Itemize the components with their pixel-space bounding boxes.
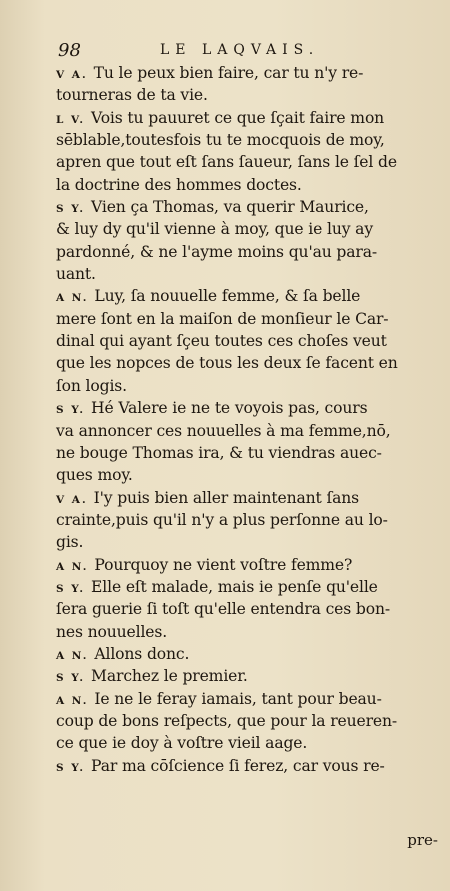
- text-line: [56, 554, 442, 576]
- speaker-label: A N.: [56, 560, 89, 573]
- text-line: [56, 442, 442, 464]
- line-text: ſera guerie ſi toſt qu'elle entendra ces bon-: [56, 600, 391, 619]
- line-text: Marchez le premier.: [91, 667, 248, 686]
- line-text: Hé Valere ie ne te voyois pas, cours: [91, 399, 368, 418]
- line-text: dinal qui ayant ſçeu toutes ces choſes veut: [56, 332, 387, 351]
- speaker-label: A N.: [56, 649, 89, 662]
- line-text: Vien ça Thomas, va querir Maurice,: [91, 198, 369, 217]
- line-text: ne bouge Thomas ira, & tu viendras auec-: [56, 443, 382, 462]
- line-text: Par ma cōſcience ſi ferez, car vous re-: [91, 756, 385, 775]
- text-line: [56, 487, 442, 509]
- text-line: [56, 755, 442, 777]
- text-line: [56, 420, 442, 442]
- speaker-label: S Y.: [56, 203, 86, 216]
- text-line: [56, 576, 442, 598]
- speaker-label: A N.: [56, 292, 89, 305]
- text-line: [56, 732, 442, 754]
- text-line: [56, 531, 442, 553]
- line-text: I'y puis bien aller maintenant ſans: [93, 488, 359, 507]
- speaker-label: S Y.: [56, 582, 86, 595]
- line-text: Vois tu pauuret ce que ſçait faire mon: [91, 108, 385, 127]
- line-text: nes nouuelles.: [56, 622, 168, 641]
- line-text: & luy dy qu'il vienne à moy, que ie luy ay: [56, 220, 373, 239]
- line-text: Luy, ſa nouuelle femme, & ſa belle: [94, 287, 361, 306]
- text-line: [56, 688, 442, 710]
- line-text: la doctrine des hommes doctes.: [56, 175, 302, 194]
- line-text: ſon logis.: [56, 376, 127, 395]
- text-line: [56, 174, 442, 196]
- text-line: [56, 598, 442, 620]
- line-text: crainte,puis qu'il n'y a plus perſonne au lo-: [56, 510, 388, 529]
- line-text: Pourquoy ne vient voſtre femme?: [94, 555, 353, 574]
- text-line: [56, 352, 442, 374]
- speaker-label: S Y.: [56, 404, 86, 417]
- speaker-label: S Y.: [56, 761, 86, 774]
- line-text: tourneras de ta vie.: [56, 86, 208, 105]
- text-line: [56, 643, 442, 665]
- text-line: [56, 330, 442, 352]
- line-text: Tu le peux bien faire, car tu n'y re-: [93, 64, 364, 82]
- text-block: [56, 62, 442, 777]
- text-line: [56, 285, 442, 307]
- text-line: [56, 397, 442, 419]
- line-text: mere ſont en la maiſon de monſieur le Car-: [56, 309, 389, 328]
- catchword: pre-: [407, 831, 438, 849]
- text-line: [56, 710, 442, 732]
- text-line: [56, 308, 442, 330]
- text-line: [56, 218, 442, 240]
- line-text: coup de bons reſpects, que pour la reueren-: [56, 711, 397, 730]
- line-text: uant.: [56, 265, 96, 284]
- text-line: [56, 509, 442, 531]
- text-line: [56, 464, 442, 486]
- text-line: [56, 84, 442, 106]
- line-text: Elle eſt malade, mais ie penſe qu'elle: [91, 577, 378, 596]
- running-title: LE LAQVAIS.: [160, 42, 320, 58]
- text-line: [56, 62, 442, 84]
- line-text: Ie ne le feray iamais, tant pour beau-: [94, 689, 382, 708]
- line-text: que les nopces de tous les deux ſe facent en: [56, 354, 398, 373]
- line-text: ce que ie doy à voſtre vieil aage.: [56, 734, 308, 753]
- speaker-label: V A.: [56, 69, 88, 81]
- speaker-label: L V.: [56, 113, 86, 126]
- line-text: Allons donc.: [94, 644, 190, 663]
- text-line: [56, 129, 442, 151]
- line-text: sēblable,toutesfois tu te mocquois de moy,: [56, 131, 385, 150]
- line-text: pardonné, & ne l'ayme moins qu'au para-: [56, 242, 377, 261]
- text-line: [56, 151, 442, 173]
- page-number: 98: [58, 40, 81, 61]
- text-line: [56, 375, 442, 397]
- speaker-label: V A.: [56, 493, 88, 506]
- text-line: [56, 621, 442, 643]
- speaker-label: S Y.: [56, 672, 86, 685]
- text-line: [56, 665, 442, 687]
- text-line: [56, 196, 442, 218]
- line-text: apren que tout eſt ſans ſaueur, ſans le ſel de: [56, 153, 397, 172]
- line-text: gis.: [56, 533, 84, 552]
- text-line: [56, 263, 442, 285]
- line-text: ques moy.: [56, 466, 133, 485]
- line-text: va annoncer ces nouuelles à ma femme,nō,: [56, 421, 391, 440]
- text-line: [56, 107, 442, 129]
- text-line: [56, 241, 442, 263]
- speaker-label: A N.: [56, 694, 89, 707]
